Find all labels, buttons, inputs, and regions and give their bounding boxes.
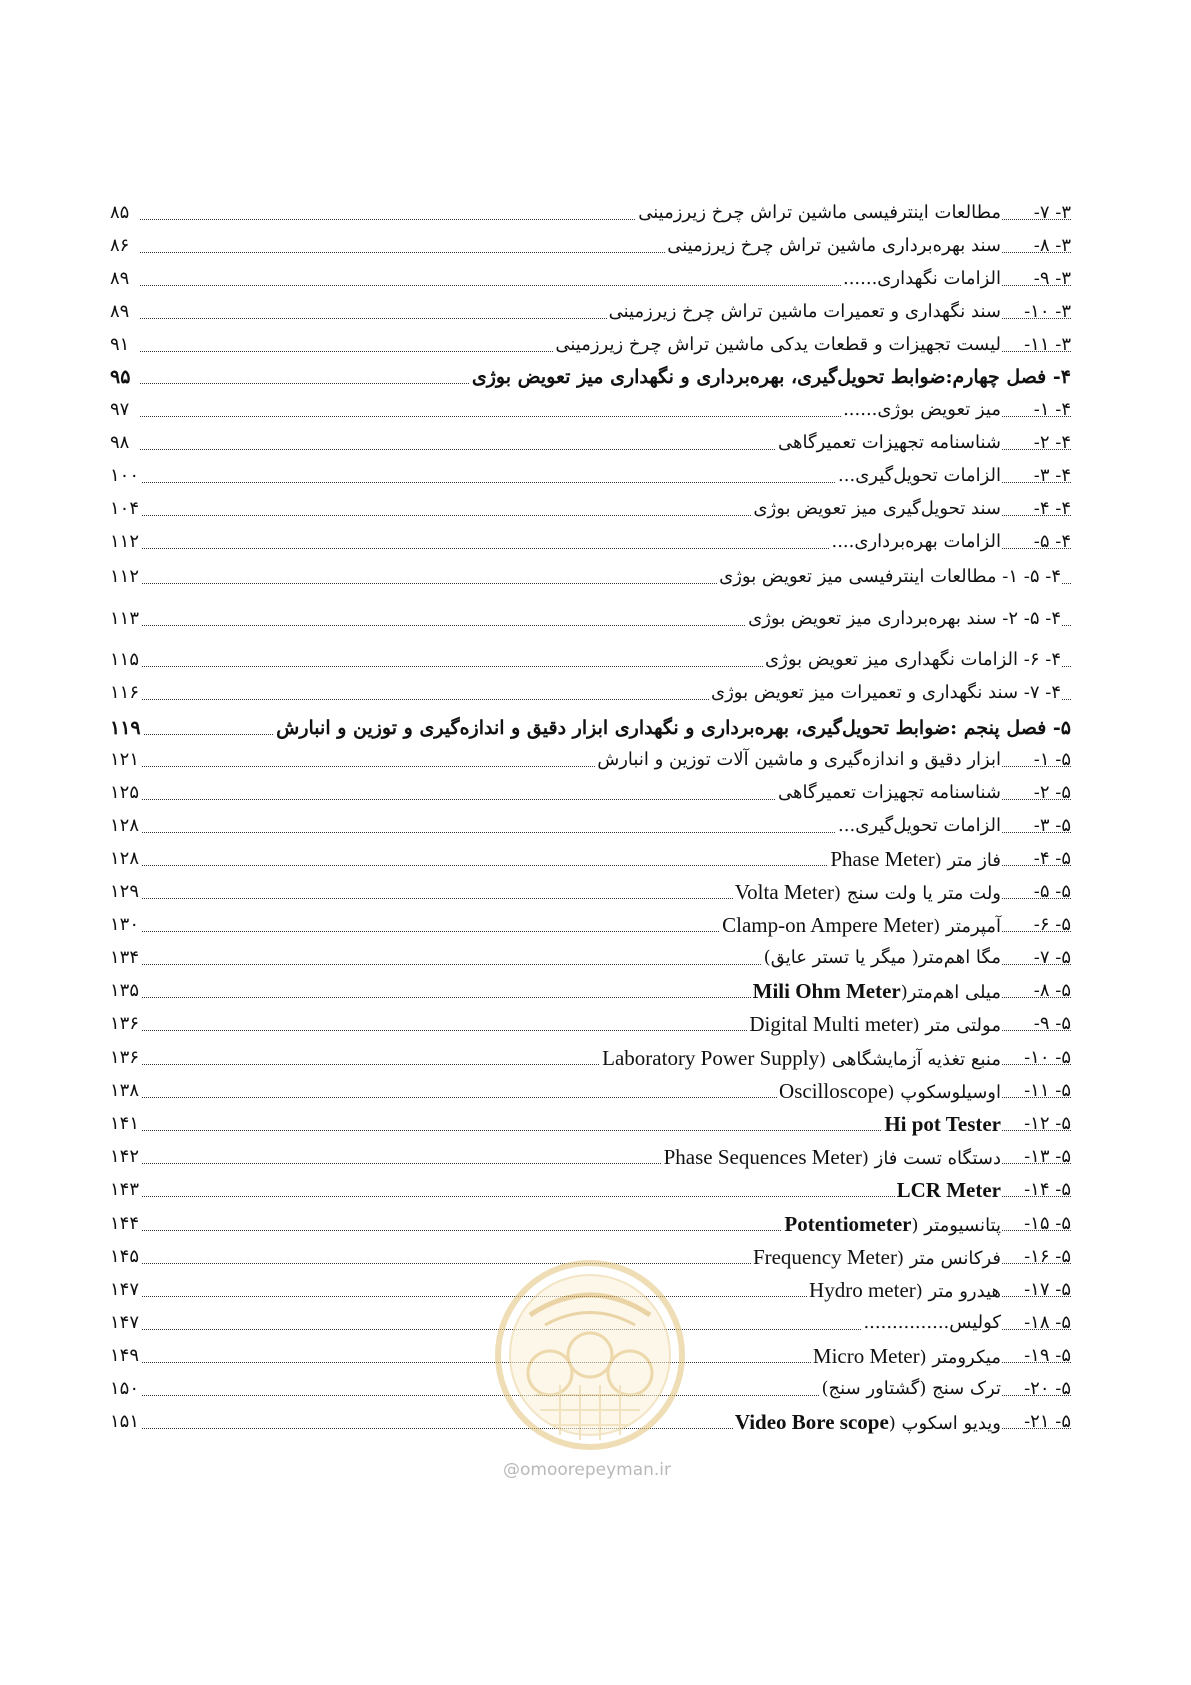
toc-row[interactable] <box>110 974 1071 1008</box>
toc-row[interactable] <box>110 262 1071 296</box>
toc-title-latin: Phase Sequences Meter <box>663 1145 862 1169</box>
toc-title-text: سند تحویل‌گیری میز تعویض بوژی <box>753 498 1001 519</box>
toc-row[interactable] <box>110 229 1071 263</box>
toc-row[interactable] <box>110 393 1071 427</box>
toc-row[interactable] <box>110 1107 1071 1141</box>
toc-row[interactable] <box>110 525 1071 559</box>
toc-number: ۵- ۱۳- <box>1024 1146 1071 1167</box>
toc-page-number: ۱۴۲ <box>110 1140 142 1174</box>
toc-page-number: ۱۲۵ <box>110 776 142 810</box>
toc-page-number: ۱۱۲ <box>110 560 142 594</box>
toc-title <box>274 711 1071 745</box>
toc-row[interactable] <box>110 426 1071 460</box>
toc-page-number: ۱۴۳ <box>110 1173 142 1207</box>
toc-title <box>811 1339 1001 1375</box>
toc-number: ۳- ۱۰- <box>1024 301 1071 322</box>
toc-number: ۳- ۱۱- <box>1024 334 1071 355</box>
toc-page-number: ۱۱۳ <box>110 602 142 636</box>
toc-row[interactable] <box>110 328 1071 362</box>
toc-title-text: میکرومتر ( <box>919 1347 1001 1368</box>
toc-number: ۵- ۱۹- <box>1024 1345 1071 1366</box>
toc-number: ۵- ۴- <box>1033 848 1071 869</box>
toc-chapter-row[interactable] <box>110 360 1071 394</box>
toc-title-latin: Oscilloscope <box>779 1079 888 1103</box>
toc-title <box>828 842 1001 878</box>
toc-title <box>836 459 1001 493</box>
toc-title-latin: Laboratory Power Supply <box>602 1046 820 1070</box>
toc-title-latin: Clamp-on Ampere Meter <box>722 913 934 937</box>
toc-number: ۴- ۵- <box>1033 531 1071 552</box>
toc-title-latin: LCR Meter <box>896 1178 1001 1202</box>
toc-number: ۵- ۹- <box>1033 1013 1071 1034</box>
toc-title <box>709 676 1061 710</box>
toc-title <box>751 974 1001 1010</box>
toc-page-number: ۱۴۷ <box>110 1273 142 1307</box>
toc-title <box>895 1173 1001 1209</box>
toc-row[interactable] <box>110 776 1071 810</box>
toc-title <box>861 1306 1001 1340</box>
toc-title <box>829 525 1001 559</box>
toc-number: ۴- ۱- <box>1033 399 1071 420</box>
toc-page-number: ۱۳۶ <box>110 1007 142 1041</box>
toc-number: ۵- ۵- <box>1033 881 1071 902</box>
toc-title-latin: Mili Ohm Meter <box>752 979 901 1003</box>
toc-title-latin: Digital Multi meter <box>749 1012 913 1036</box>
toc-row[interactable] <box>110 459 1071 493</box>
toc-page-number: ۱۴۷ <box>110 1306 142 1340</box>
toc-title <box>782 1207 1001 1243</box>
toc-page-number: ۱۳۸ <box>110 1074 142 1108</box>
toc-title-text: مگا اهم‌متر( میگر یا تستر عایق) <box>763 947 1001 968</box>
toc-page-number: ۸۹ <box>110 295 132 329</box>
toc-number: ۵- ۱۴- <box>1024 1179 1071 1200</box>
toc-title-text: الزامات تحویل‌گیری... <box>838 815 1001 836</box>
toc-number: ۳- ۷- <box>1033 202 1071 223</box>
toc-number: ۵- ۶- <box>1033 914 1071 935</box>
toc-title <box>470 360 1071 394</box>
toc-title <box>720 908 1001 944</box>
toc-row[interactable] <box>110 1074 1071 1108</box>
toc-page-number: ۱۵۰ <box>110 1372 142 1406</box>
toc-title-text: سند نگهداری و تعمیرات ماشین تراش چرخ زیرزمینی <box>608 301 1001 322</box>
toc-row[interactable] <box>110 560 1071 594</box>
toc-number: ۵- ۱۸- <box>1024 1312 1071 1333</box>
toc-title-text: پتانسیومتر ( <box>911 1215 1001 1236</box>
toc-number: ۳- ۹- <box>1033 268 1071 289</box>
toc-title <box>553 328 1001 362</box>
toc-page-number: ۱۳۴ <box>110 941 142 975</box>
toc-title-text: دستگاه تست فاز ( <box>861 1148 1001 1169</box>
toc-title-text: ۴- ۶- الزامات نگهداری میز تعویض بوژی <box>765 649 1061 670</box>
toc-title-text: ۴- ۵- ۱- مطالعات اینترفیسی میز تعویض بوژی <box>719 566 1061 587</box>
toc-number: ۵- ۲۰- <box>1024 1378 1071 1399</box>
toc-title <box>836 809 1001 843</box>
toc-title-text: الزامات نگهداری...... <box>842 268 1001 289</box>
toc-title-text: ابزار دقیق و اندازه‌گیری و ماشین آلات توزین و انبارش <box>597 749 1001 770</box>
toc-row[interactable] <box>110 196 1071 230</box>
toc-row[interactable] <box>110 602 1071 636</box>
toc-title <box>607 295 1001 329</box>
toc-page-number: ۱۵۱ <box>110 1405 142 1439</box>
toc-title-text: الزامات تحویل‌گیری... <box>838 465 1001 486</box>
toc-title <box>600 1041 1001 1077</box>
toc-page-number: ۱۲۱ <box>110 743 142 777</box>
toc-title <box>746 602 1061 636</box>
toc-title-text: میلی اهم‌متر( <box>900 982 1001 1003</box>
toc-title-latin: Potentiometer <box>784 1212 912 1236</box>
toc-title <box>751 1240 1001 1276</box>
toc-row[interactable] <box>110 676 1071 710</box>
watermark-site: @omoorepeyman.ir <box>503 1460 672 1480</box>
toc-number: ۵- ۱۲- <box>1024 1113 1071 1134</box>
toc-title <box>820 1372 1001 1406</box>
toc-title <box>717 560 1061 594</box>
toc-title-text: ۴- ۷- سند نگهداری و تعمیرات میز تعویض بوژی <box>711 682 1061 703</box>
toc-row[interactable] <box>110 941 1071 975</box>
toc-page-number: ۹۸ <box>110 426 132 460</box>
toc-title-latin: Hydro meter <box>809 1278 916 1302</box>
toc-row[interactable] <box>110 295 1071 329</box>
toc-number: ۵- ۸- <box>1033 980 1071 1001</box>
toc-row[interactable] <box>110 1207 1071 1241</box>
toc-title-latin: Phase Meter <box>830 847 935 871</box>
toc-page-number: ۱۰۴ <box>110 492 142 526</box>
toc-title-latin: Volta Meter <box>734 880 835 904</box>
toc-title-text: منبع تغذیه آزمایشگاهی ( <box>819 1049 1001 1070</box>
toc-number: ۵- ۱۱- <box>1024 1080 1071 1101</box>
toc-title-latin: Hi pot Tester <box>884 1112 1001 1136</box>
toc-row[interactable] <box>110 1173 1071 1207</box>
toc-row[interactable] <box>110 908 1071 942</box>
toc-title-text: مولتی متر ( <box>912 1015 1001 1036</box>
toc-title <box>762 941 1001 975</box>
toc-title <box>747 1007 1001 1043</box>
toc-title <box>882 1107 1001 1143</box>
toc-title <box>807 1273 1001 1309</box>
toc-title-latin: Frequency Meter <box>752 1245 897 1269</box>
toc-title-text: سند بهره‌برداری ماشین تراش چرخ زیرزمینی <box>667 235 1001 256</box>
toc-page-number: ۸۹ <box>110 262 132 296</box>
toc-page-number: ۱۱۵ <box>110 643 142 677</box>
toc-title-text: کولیس............... <box>863 1312 1001 1333</box>
toc-title-text: ولت متر یا ولت سنج ( <box>834 883 1001 904</box>
toc-number: ۴- ۲- <box>1033 432 1071 453</box>
toc-row[interactable] <box>110 875 1071 909</box>
toc-title <box>733 875 1001 911</box>
toc-number: ۵- ۲۱- <box>1024 1411 1071 1432</box>
toc-title-text: مطالعات اینترفیسی ماشین تراش چرخ زیرزمینی <box>638 202 1001 223</box>
toc-title-text: آمپرمتر ( <box>933 916 1001 937</box>
toc-title-text: شناسنامه تجهیزات تعمیرگاهی <box>778 432 1001 453</box>
toc-page-number: ۱۱۶ <box>110 676 142 710</box>
toc-page-number: ۱۴۱ <box>110 1107 142 1141</box>
toc-number: ۵- ۳- <box>1033 815 1071 836</box>
toc-page-number: ۸۵ <box>110 196 132 230</box>
toc-number: ۵- ۱- <box>1033 749 1071 770</box>
toc-number: ۴- ۴- <box>1033 498 1071 519</box>
toc-chapter-row[interactable] <box>110 711 1071 745</box>
toc-row[interactable] <box>110 842 1071 876</box>
toc-title <box>595 743 1001 777</box>
toc-row[interactable] <box>110 1140 1071 1174</box>
toc-title-text: ترک سنج (گشتاور سنج) <box>821 1378 1001 1399</box>
toc-number: ۵- ۲- <box>1033 782 1071 803</box>
toc-title-text: فاز متر ( <box>934 850 1001 871</box>
toc-number: ۵- ۱۷- <box>1024 1279 1071 1300</box>
toc-page-number: ۱۴۵ <box>110 1240 142 1274</box>
toc-page-number: ۹۵ <box>110 360 133 394</box>
toc-title-text: فرکانس متر ( <box>896 1248 1001 1269</box>
toc-page-number: ۱۴۹ <box>110 1339 142 1373</box>
toc-title <box>841 393 1001 427</box>
toc-row[interactable] <box>110 643 1071 677</box>
toc-title <box>733 1405 1001 1441</box>
toc-row[interactable] <box>110 1007 1071 1041</box>
toc-page-number: ۱۴۴ <box>110 1207 142 1241</box>
toc-page-number: ۱۲۸ <box>110 842 142 876</box>
toc-title <box>777 1074 1001 1110</box>
toc-page-number: ۸۶ <box>110 229 132 263</box>
toc-title <box>751 492 1001 526</box>
toc-page-number: ۱۱۲ <box>110 525 142 559</box>
toc-page-number: ۱۲۸ <box>110 809 142 843</box>
toc-title-text: ۴- ۵- ۲- سند بهره‌برداری میز تعویض بوژی <box>748 608 1061 629</box>
toc-row[interactable] <box>110 743 1071 777</box>
toc-title-text: ویدیو اسکوپ ( <box>888 1413 1001 1434</box>
toc-title-text: الزامات بهره‌برداری.... <box>831 531 1001 552</box>
toc-title <box>662 1140 1001 1176</box>
toc-row[interactable] <box>110 492 1071 526</box>
toc-title-text: لیست تجهیزات و قطعات یدکی ماشین تراش چرخ زیرزمینی <box>555 334 1001 355</box>
toc-title-latin: Video Bore scope <box>734 1410 889 1434</box>
toc-title <box>776 776 1001 810</box>
toc-page-number: ۱۲۹ <box>110 875 142 909</box>
toc-title-latin: Micro Meter <box>812 1344 920 1368</box>
toc-number: ۵- ۱۰- <box>1024 1047 1071 1068</box>
toc-number: ۳- ۸- <box>1033 235 1071 256</box>
toc-title-text: هیدرو متر ( <box>915 1281 1001 1302</box>
toc-title <box>841 262 1001 296</box>
toc-title <box>665 229 1001 263</box>
toc-title <box>636 196 1001 230</box>
toc-title-text: ۵- فصل پنجم :ضوابط تحویل‌گیری، بهره‌برداری و نگهداری ابزار دقیق و اندازه‌گیری و توزین و انبارش <box>276 717 1071 739</box>
toc-title <box>763 643 1061 677</box>
toc-title-text: ۴- فصل چهارم:ضوابط تحویل‌گیری، بهره‌برداری و نگهداری میز تعویض بوژی <box>471 366 1071 388</box>
toc-page-number: ۱۳۰ <box>110 908 142 942</box>
toc-number: ۵- ۷- <box>1033 947 1071 968</box>
toc-row[interactable] <box>110 1041 1071 1075</box>
omoorepeyman-seal-logo <box>490 1255 690 1455</box>
toc-page-number: ۱۳۵ <box>110 974 142 1008</box>
toc-number: ۵- ۱۶- <box>1024 1246 1071 1267</box>
toc-row[interactable] <box>110 809 1071 843</box>
toc-number: ۴- ۳- <box>1033 465 1071 486</box>
toc-number: ۵- ۱۵- <box>1024 1213 1071 1234</box>
toc-title-text: میز تعویض بوژی...... <box>843 399 1001 420</box>
toc-page-number: ۹۱ <box>110 328 132 362</box>
toc-page-number: ۹۷ <box>110 393 132 427</box>
toc-title-text: اوسیلوسکوپ ( <box>887 1082 1001 1103</box>
toc-page-number: ۱۳۶ <box>110 1041 142 1075</box>
toc-page-number: ۱۰۰ <box>110 459 142 493</box>
toc-title-text: شناسنامه تجهیزات تعمیرگاهی <box>778 782 1001 803</box>
toc-page-number: ۱۱۹ <box>110 711 144 745</box>
toc-title <box>776 426 1001 460</box>
